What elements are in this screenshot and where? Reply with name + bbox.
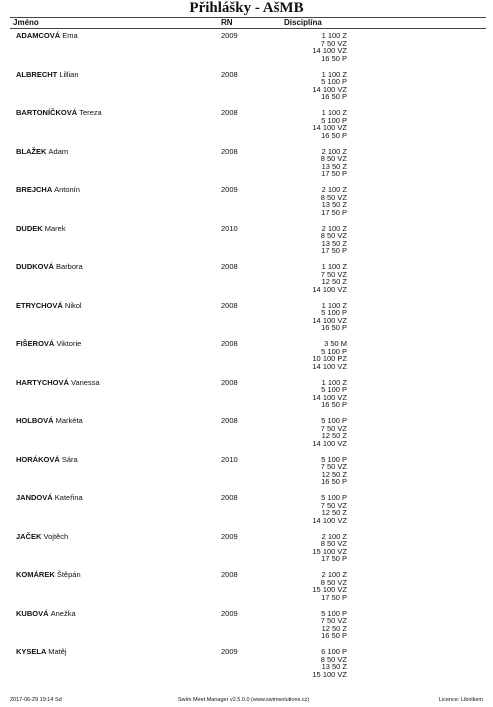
page-title: Přihlášky - AšMB <box>189 0 304 16</box>
event-list <box>287 648 347 679</box>
event-entry: 14 100 VZ <box>312 361 347 371</box>
swimmer-name <box>16 340 81 348</box>
event-list <box>287 186 347 217</box>
column-header-yob: RN <box>221 18 233 27</box>
event-entry: 3 50 M <box>324 339 347 348</box>
event-entry: 8 50 VZ <box>320 539 347 549</box>
swimmer-name <box>16 494 83 502</box>
event-entry: 7 50 VZ <box>320 269 347 279</box>
event-entry: 13 50 Z <box>321 200 347 210</box>
event-entry: 5 100 P <box>321 115 347 125</box>
event-entry: 2 100 Z <box>321 146 347 156</box>
event-entry: 14 100 VZ <box>312 46 347 56</box>
birth-year: 2008 <box>221 416 238 425</box>
swimmer-first-name: Matěj <box>48 647 67 656</box>
swimmer-name <box>16 417 83 425</box>
event-entry: 12 50 Z <box>321 469 347 479</box>
event-entry: 12 50 Z <box>321 623 347 633</box>
event-entry: 16 50 P <box>321 323 347 333</box>
swimmer-last-name: BLAŽEK <box>16 146 47 156</box>
event-entry: 15 100 VZ <box>312 546 347 556</box>
event-entry: 5 100 P <box>321 608 347 618</box>
event-list <box>287 71 347 102</box>
swimmer-first-name: Barbora <box>56 262 83 271</box>
birth-year: 2008 <box>221 377 238 387</box>
swimmer-last-name: HARTYCHOVÁ <box>16 377 69 387</box>
event-list <box>287 417 347 448</box>
birth-year: 2008 <box>221 300 238 310</box>
birth-year: 2010 <box>221 454 238 464</box>
event-entry: 16 50 P <box>321 53 347 63</box>
birth-year: 2009 <box>221 31 238 40</box>
event-entry: 5 100 P <box>321 454 347 464</box>
event-entry: 17 50 P <box>321 207 347 217</box>
event-entry: 5 100 P <box>321 308 347 318</box>
swimmer-first-name: Anežka <box>50 608 76 618</box>
swimmer-last-name: ALBRECHT <box>16 69 58 79</box>
swimmer-first-name: Tereza <box>79 108 102 117</box>
swimmer-name <box>16 302 82 310</box>
swimmer-first-name: Markéta <box>55 416 83 425</box>
header-rule-bottom <box>10 28 486 29</box>
swimmer-name <box>16 571 81 579</box>
event-entry: 1 100 Z <box>321 377 347 387</box>
event-entry: 17 50 P <box>321 169 347 179</box>
event-entry: 16 50 P <box>321 92 347 102</box>
birth-year: 2009 <box>221 185 238 194</box>
event-entry: 5 100 P <box>321 416 347 425</box>
event-entry: 16 50 P <box>321 631 347 641</box>
column-header-name: Jméno <box>13 18 39 27</box>
event-list <box>287 148 347 179</box>
event-entry: 1 100 Z <box>321 108 347 117</box>
swimmer-name <box>16 533 68 541</box>
event-entry: 13 50 Z <box>321 161 347 171</box>
birth-year: 2009 <box>221 531 238 541</box>
swimmer-name <box>16 148 68 156</box>
swimmer-first-name: Vanessa <box>71 377 100 387</box>
birth-year: 2008 <box>221 69 238 79</box>
birth-year: 2009 <box>221 608 238 618</box>
swimmer-last-name: BARTONÍČKOVÁ <box>16 108 78 117</box>
footer-software: Swim Meet Manager v2.5.0.0 (www.swimsolutions.cz) <box>178 697 310 703</box>
event-entry: 1 100 Z <box>321 262 347 271</box>
column-header-events: Disciplína <box>284 18 322 27</box>
event-entry: 1 100 Z <box>321 300 347 310</box>
swimmer-name <box>16 648 67 656</box>
birth-year: 2009 <box>221 647 238 656</box>
swimmer-name <box>16 225 66 233</box>
swimmer-first-name: Kateřina <box>54 493 83 502</box>
event-entry: 10 100 PZ <box>312 354 347 364</box>
swimmer-name <box>16 263 83 271</box>
event-list <box>287 610 347 641</box>
event-list <box>287 533 347 564</box>
swimmer-name <box>16 109 102 117</box>
event-entry: 14 100 VZ <box>312 123 347 133</box>
header-rule-top <box>10 17 486 18</box>
event-entry: 5 100 P <box>321 493 347 502</box>
swimmer-first-name: Ema <box>62 31 78 40</box>
event-entry: 8 50 VZ <box>320 154 347 164</box>
footer-license: Licence: Libolkem <box>438 697 483 703</box>
swimmer-name <box>16 71 79 79</box>
swimmer-name <box>16 456 78 464</box>
birth-year: 2008 <box>221 262 238 271</box>
event-entry: 7 50 VZ <box>320 38 347 48</box>
event-entry: 17 50 P <box>321 592 347 602</box>
event-entry: 7 50 VZ <box>320 616 347 626</box>
event-entry: 14 100 VZ <box>312 84 347 94</box>
event-entry: 15 100 VZ <box>312 669 347 679</box>
event-list <box>287 494 347 525</box>
event-list <box>287 571 347 602</box>
event-entry: 6 100 P <box>321 647 347 656</box>
birth-year: 2008 <box>221 108 238 117</box>
footer-timestamp: 2017-06-29 19:14 Sd <box>10 697 62 703</box>
swimmer-first-name: Štěpán <box>56 570 81 579</box>
birth-year: 2008 <box>221 570 238 579</box>
event-list <box>287 456 347 487</box>
event-entry: 14 100 VZ <box>312 392 347 402</box>
swimmer-last-name: ETRYCHOVÁ <box>16 300 63 310</box>
event-entry: 12 50 Z <box>321 508 347 518</box>
event-entry: 5 100 P <box>321 77 347 87</box>
swimmer-last-name: JAČEK <box>16 531 42 541</box>
birth-year: 2008 <box>221 493 238 502</box>
swimmer-name <box>16 32 78 40</box>
event-entry: 14 100 VZ <box>312 284 347 294</box>
swimmer-last-name: KUBOVÁ <box>16 608 49 618</box>
event-entry: 5 100 P <box>321 346 347 356</box>
event-entry: 15 100 VZ <box>312 585 347 595</box>
swimmer-last-name: ADAMCOVÁ <box>16 31 61 40</box>
event-entry: 12 50 Z <box>321 277 347 287</box>
event-list <box>287 32 347 63</box>
event-entry: 14 100 VZ <box>312 438 347 448</box>
swimmer-last-name: BREJCHA <box>16 185 52 194</box>
event-entry: 13 50 Z <box>321 238 347 248</box>
event-entry: 16 50 P <box>321 477 347 487</box>
event-entry: 7 50 VZ <box>320 462 347 472</box>
event-entry: 14 100 VZ <box>312 315 347 325</box>
event-entry: 8 50 VZ <box>320 654 347 664</box>
swimmer-first-name: Viktorie <box>56 339 82 348</box>
event-entry: 17 50 P <box>321 246 347 256</box>
event-entry: 7 50 VZ <box>320 500 347 510</box>
swimmer-last-name: HOLBOVÁ <box>16 416 54 425</box>
birth-year: 2010 <box>221 223 238 233</box>
swimmer-name <box>16 610 76 618</box>
swimmer-last-name: DUDKOVÁ <box>16 262 54 271</box>
event-list <box>287 225 347 256</box>
swimmer-first-name: Marek <box>44 223 66 233</box>
birth-year: 2008 <box>221 339 238 348</box>
swimmer-first-name: Nikol <box>64 300 82 310</box>
swimmer-first-name: Vojtěch <box>43 531 69 541</box>
swimmer-last-name: JANDOVÁ <box>16 493 53 502</box>
event-entry: 1 100 Z <box>321 31 347 40</box>
event-entry: 2 100 Z <box>321 223 347 233</box>
swimmer-last-name: KOMÁREK <box>16 570 55 579</box>
swimmer-first-name: Lillian <box>59 69 79 79</box>
event-entry: 16 50 P <box>321 130 347 140</box>
event-entry: 14 100 VZ <box>312 515 347 525</box>
event-entry: 2 100 Z <box>321 531 347 541</box>
swimmer-first-name: Sára <box>61 454 78 464</box>
event-entry: 13 50 Z <box>321 662 347 672</box>
swimmer-last-name: HORÁKOVÁ <box>16 454 60 464</box>
event-list <box>287 109 347 140</box>
swimmer-first-name: Antonín <box>54 185 80 194</box>
event-entry: 2 100 Z <box>321 185 347 194</box>
swimmer-first-name: Adam <box>48 146 69 156</box>
swimmer-last-name: KYSELA <box>16 647 47 656</box>
event-list <box>287 263 347 294</box>
event-entry: 5 100 P <box>321 385 347 395</box>
event-list <box>287 340 347 371</box>
event-entry: 1 100 Z <box>321 69 347 79</box>
event-entry: 8 50 VZ <box>320 231 347 241</box>
event-entry: 2 100 Z <box>321 570 347 579</box>
swimmer-name <box>16 379 100 387</box>
event-entry: 8 50 VZ <box>320 577 347 587</box>
event-entry: 7 50 VZ <box>320 423 347 433</box>
swimmer-last-name: FIŠEROVÁ <box>16 339 55 348</box>
event-entry: 8 50 VZ <box>320 192 347 202</box>
birth-year: 2008 <box>221 146 238 156</box>
event-entry: 12 50 Z <box>321 431 347 441</box>
event-entry: 17 50 P <box>321 554 347 564</box>
swimmer-name <box>16 186 80 194</box>
event-list <box>287 302 347 333</box>
swimmer-last-name: DUDEK <box>16 223 43 233</box>
event-list <box>287 379 347 410</box>
event-entry: 16 50 P <box>321 400 347 410</box>
